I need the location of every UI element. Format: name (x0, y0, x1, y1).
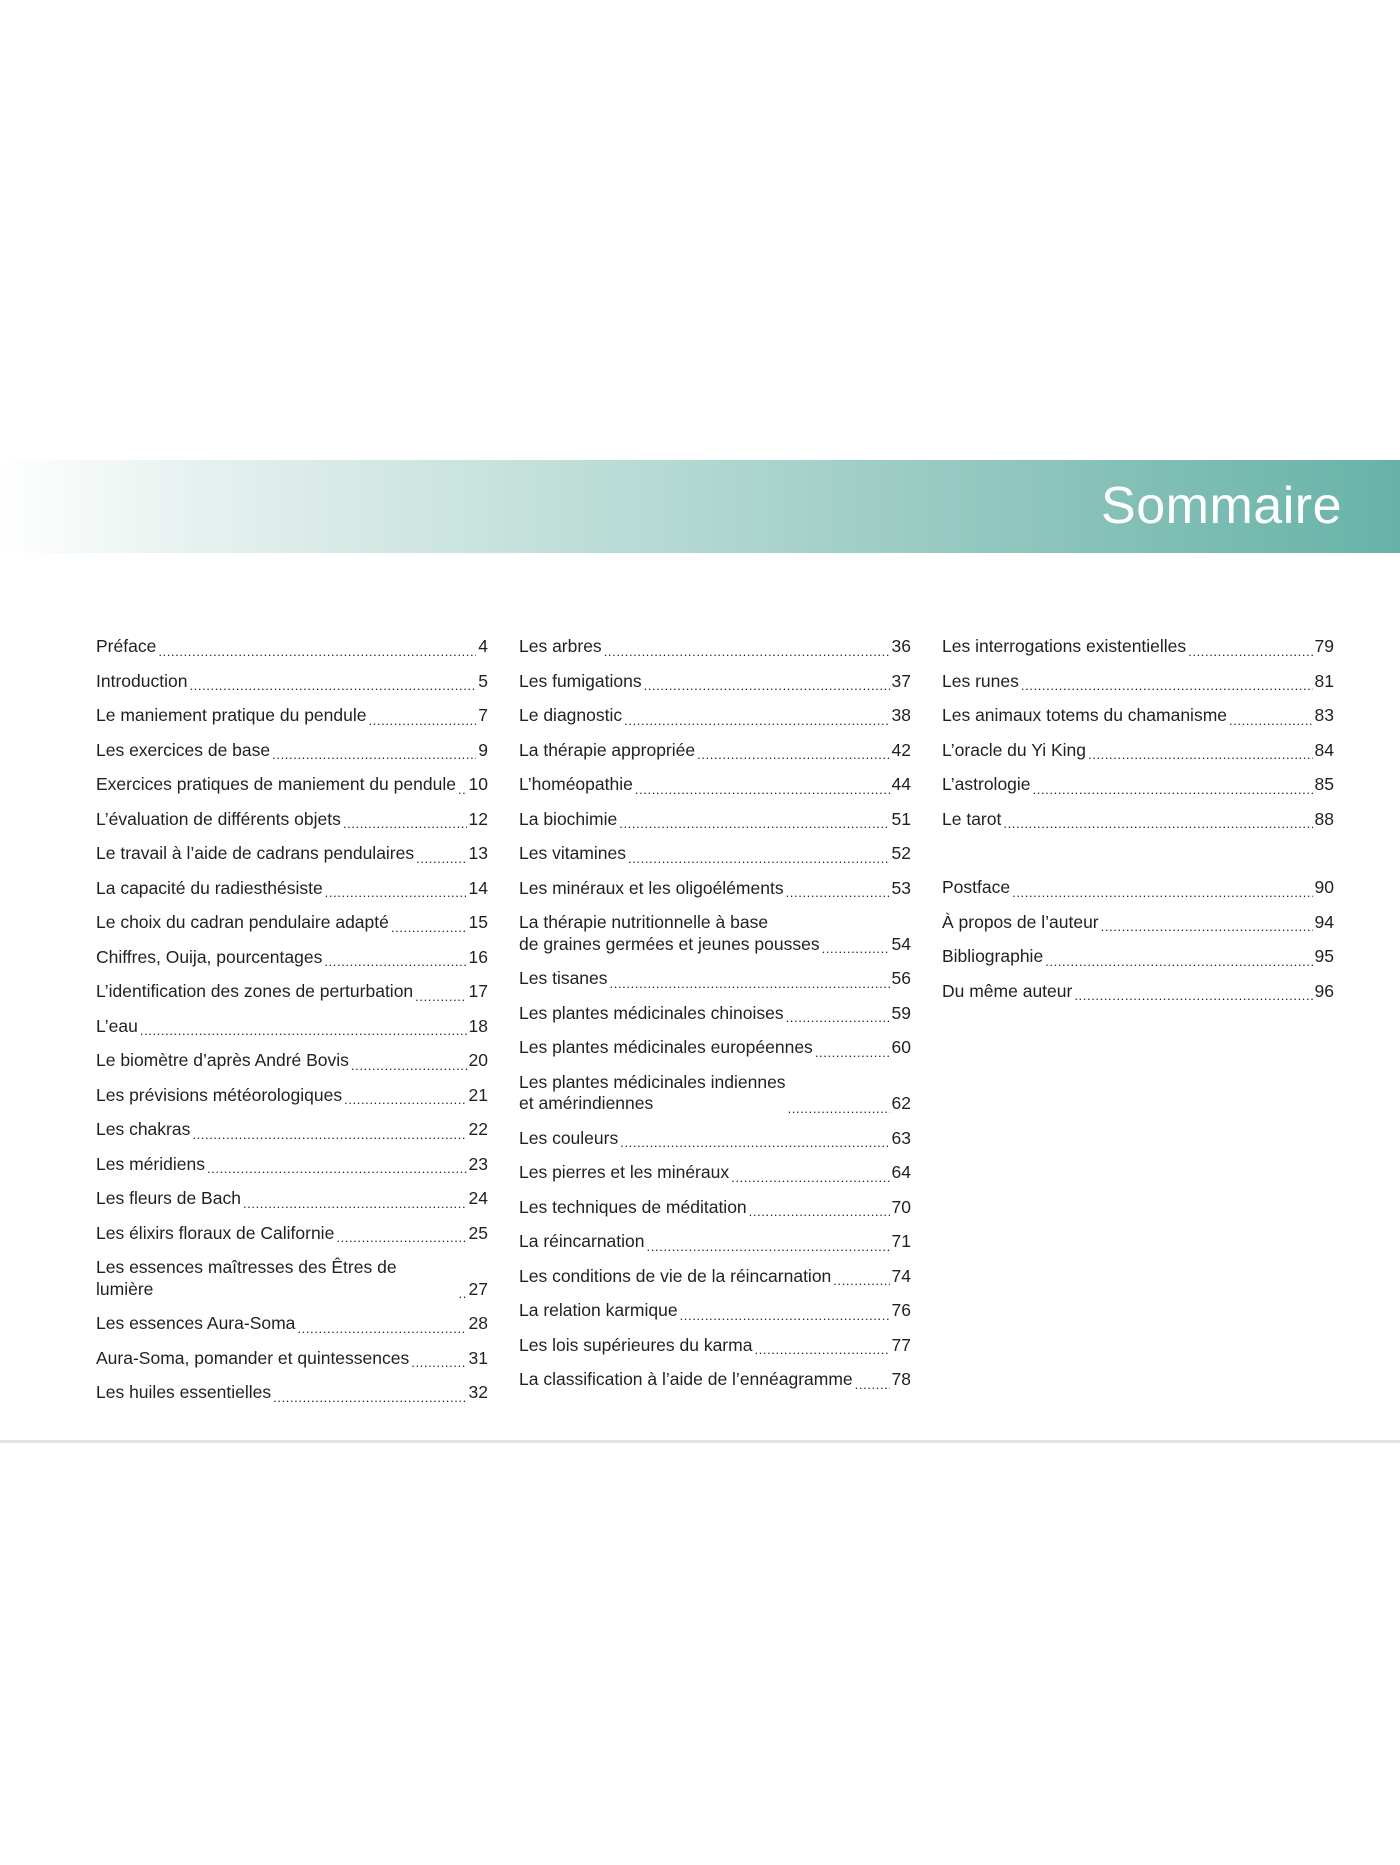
dot-leader (273, 1382, 466, 1404)
dot-leader (459, 1279, 467, 1301)
toc-entry[interactable] (96, 740, 488, 762)
toc-entry[interactable] (519, 968, 911, 990)
bottom-divider (0, 1440, 1400, 1443)
page-title: Sommaire (1101, 477, 1342, 535)
toc-entry-label: L’identification des zones de perturbation (96, 981, 414, 1001)
dot-leader (458, 774, 467, 796)
toc-entry[interactable] (96, 1085, 488, 1107)
dot-leader (391, 912, 467, 934)
toc-entry-page-number: 24 (468, 1188, 488, 1208)
toc-entry-page-number: 64 (891, 1162, 911, 1182)
toc-entry-label: La capacité du radiesthésiste (96, 877, 323, 898)
toc-entry-page-number: 36 (891, 636, 911, 656)
toc-entry-label: Les essences Aura-Soma (96, 1313, 296, 1333)
toc-entry-page-number: 44 (891, 774, 911, 794)
toc-entry-label: Les plantes médicinales indiennes et amérindiennes (519, 1071, 786, 1113)
toc-entry[interactable] (519, 843, 911, 865)
dot-leader (1021, 671, 1313, 693)
toc-entry[interactable] (96, 705, 488, 727)
toc-entry-label: Les essences maîtresses des Êtres de lumière (96, 1257, 397, 1299)
toc-entry[interactable] (96, 981, 488, 1003)
toc-entry[interactable] (942, 877, 1334, 899)
toc-entry[interactable] (519, 1037, 911, 1059)
dot-leader (644, 671, 890, 693)
dot-leader (1012, 877, 1312, 899)
toc-entry[interactable] (519, 809, 911, 831)
toc-entry-label: L’évaluation de différents objets (96, 808, 341, 829)
toc-entry-label: Préface (96, 636, 157, 656)
toc-entry-label: Introduction (96, 670, 188, 691)
dot-leader (325, 878, 467, 900)
dot-leader (604, 636, 890, 658)
dot-leader (1088, 740, 1313, 762)
toc-column-3 (942, 636, 1334, 1015)
toc-entry-page-number: 88 (1314, 808, 1334, 829)
toc-entry-page-number: 60 (891, 1037, 911, 1057)
dot-leader (192, 1119, 466, 1141)
toc-entry[interactable] (942, 705, 1334, 727)
dot-leader (788, 1093, 890, 1115)
toc-entry-label: Les chakras (96, 1119, 191, 1139)
toc-entry-label: La thérapie nutritionnelle à base de graines germées et jeunes pousses (519, 912, 820, 954)
toc-entry-label: Chiffres, Ouija, pourcentages (96, 946, 323, 967)
toc-entry-label: Postface (942, 877, 1011, 897)
toc-entry-page-number: 32 (468, 1382, 488, 1402)
toc-entry-page-number: 4 (478, 636, 488, 656)
toc-entry-page-number: 10 (468, 774, 488, 794)
toc-entry-page-number: 83 (1314, 705, 1334, 725)
dot-leader (344, 1085, 466, 1107)
toc-entry-page-number: 17 (468, 981, 488, 1001)
toc-entry-page-number: 85 (1314, 774, 1334, 794)
toc-entry-label: L’homéopathie (519, 774, 633, 794)
toc-column-1 (96, 636, 488, 1417)
toc-entry[interactable] (96, 1119, 488, 1141)
dot-leader (815, 1037, 890, 1059)
toc-entry-page-number: 21 (468, 1084, 488, 1105)
toc-entry-page-number: 28 (468, 1313, 488, 1333)
toc-entry[interactable] (519, 705, 911, 727)
toc-column-2 (519, 636, 911, 1404)
dot-leader (1003, 809, 1312, 831)
toc-entry[interactable] (942, 740, 1334, 762)
toc-entry-page-number: 63 (891, 1127, 911, 1148)
toc-entry-page-number: 9 (478, 739, 488, 760)
toc-entry[interactable] (96, 1382, 488, 1404)
toc-entry-label: Les fumigations (519, 670, 642, 691)
dot-leader (620, 1128, 889, 1150)
dot-leader (411, 1348, 466, 1370)
toc-entry[interactable] (96, 809, 488, 831)
dot-leader (1188, 636, 1312, 658)
dot-leader (297, 1313, 466, 1335)
toc-entry-page-number: 13 (468, 843, 488, 863)
dot-leader (786, 1003, 890, 1025)
toc-entry-page-number: 22 (468, 1119, 488, 1139)
toc-entry[interactable] (519, 636, 911, 658)
toc-entry-page-number: 95 (1314, 946, 1334, 966)
toc-entry-page-number: 18 (468, 1015, 488, 1036)
toc-entry-page-number: 76 (891, 1300, 911, 1320)
toc-entry-label: Les plantes médicinales européennes (519, 1037, 813, 1057)
dot-leader (1101, 912, 1313, 934)
toc-entry-page-number: 42 (891, 739, 911, 760)
toc-entry-page-number: 70 (891, 1196, 911, 1217)
toc-entry-page-number: 15 (468, 912, 488, 932)
toc-entry[interactable] (942, 912, 1334, 934)
toc-entry[interactable] (519, 1266, 911, 1288)
toc-entry-label: La classification à l’aide de l’ennéagramme (519, 1369, 853, 1389)
dot-leader (1045, 946, 1312, 968)
toc-entry[interactable] (519, 774, 911, 796)
toc-entry-label: L’eau (96, 1015, 138, 1036)
toc-entry[interactable] (96, 1348, 488, 1370)
toc-entry[interactable] (942, 671, 1334, 693)
dot-leader (368, 705, 476, 727)
toc-entry[interactable] (519, 1128, 911, 1150)
dot-leader (140, 1016, 467, 1038)
dot-leader (628, 843, 890, 865)
dot-leader (336, 1223, 466, 1245)
dot-leader (416, 843, 466, 865)
toc-entry-label: À propos de l’auteur (942, 911, 1099, 932)
toc-entry-page-number: 59 (891, 1002, 911, 1023)
dot-leader (855, 1369, 890, 1391)
toc-entry[interactable] (519, 1072, 911, 1115)
toc-entry[interactable] (519, 1369, 911, 1391)
toc-entry-label: Les tisanes (519, 968, 608, 988)
dot-leader (833, 1266, 889, 1288)
toc-entry-page-number: 90 (1314, 877, 1334, 897)
dot-leader (731, 1162, 889, 1184)
toc-entry-page-number: 78 (891, 1369, 911, 1389)
toc-entry-label: Les couleurs (519, 1127, 619, 1148)
toc-entry[interactable] (96, 843, 488, 865)
toc-entry-label: L’astrologie (942, 774, 1031, 794)
dot-leader (822, 934, 890, 956)
toc-entry[interactable] (519, 1162, 911, 1184)
dot-leader (754, 1335, 889, 1357)
toc-entry[interactable] (96, 774, 488, 796)
toc-entry[interactable] (96, 1188, 488, 1210)
dot-leader (786, 878, 890, 900)
toc-entry-label: Les animaux totems du chamanisme (942, 705, 1227, 725)
dot-leader (1074, 981, 1312, 1003)
dot-leader (272, 740, 476, 762)
toc-entry-page-number: 25 (468, 1222, 488, 1243)
toc-entry-label: La thérapie appropriée (519, 739, 696, 760)
toc-entry-page-number: 53 (891, 877, 911, 898)
toc-entry-label: Les interrogations existentielles (942, 636, 1187, 656)
toc-entry-page-number: 62 (891, 1093, 911, 1113)
toc-entry-label: Les exercices de base (96, 739, 271, 760)
toc-entry-label: La réincarnation (519, 1231, 645, 1251)
toc-entry[interactable] (96, 912, 488, 934)
toc-entry-label: Le biomètre d’après André Bovis (96, 1050, 349, 1070)
dot-leader (243, 1188, 467, 1210)
toc-entry-page-number: 54 (891, 933, 911, 954)
toc-entry-page-number: 71 (891, 1231, 911, 1251)
toc-entry[interactable] (519, 740, 911, 762)
toc-entry[interactable] (96, 1313, 488, 1335)
toc-entry[interactable] (96, 671, 488, 693)
toc-entry-page-number: 81 (1314, 670, 1334, 691)
title-band (0, 460, 1400, 553)
toc-entry-label: Le diagnostic (519, 705, 623, 725)
dot-leader (610, 968, 890, 990)
toc-entry-label: Les minéraux et les oligoéléments (519, 877, 784, 898)
dot-leader (619, 809, 889, 831)
dot-leader (647, 1231, 890, 1253)
toc-entry[interactable] (519, 1335, 911, 1357)
toc-entry-label: Le maniement pratique du pendule (96, 705, 367, 725)
toc-entry[interactable] (942, 981, 1334, 1003)
toc-entry-label: Les pierres et les minéraux (519, 1162, 730, 1182)
toc-entry-label: La biochimie (519, 808, 618, 829)
toc-entry-page-number: 37 (891, 670, 911, 691)
toc-entry[interactable] (942, 809, 1334, 831)
toc-entry-label: Exercices pratiques de maniement du pendule (96, 774, 456, 794)
toc-entry-page-number: 14 (468, 877, 488, 898)
dot-leader (1229, 705, 1313, 727)
toc-entry-page-number: 77 (891, 1334, 911, 1355)
dot-leader (324, 947, 466, 969)
toc-entry[interactable] (96, 1016, 488, 1038)
dot-leader (189, 671, 476, 693)
dot-leader (680, 1300, 890, 1322)
dot-leader (158, 636, 476, 658)
toc-entry-page-number: 84 (1314, 739, 1334, 760)
dot-leader (635, 774, 890, 796)
toc-column-3-group-1 (942, 636, 1334, 830)
dot-leader (415, 981, 466, 1003)
toc-entry[interactable] (942, 946, 1334, 968)
toc-entry-page-number: 7 (478, 705, 488, 725)
dot-leader (343, 809, 467, 831)
toc-entry-label: Le tarot (942, 808, 1002, 829)
toc-entry[interactable] (942, 774, 1334, 796)
toc-entry[interactable] (519, 878, 911, 900)
toc-entry-label: Le travail à l’aide de cadrans pendulaires (96, 843, 415, 863)
toc-entry-label: Du même auteur (942, 980, 1073, 1001)
toc-entry-page-number: 16 (468, 946, 488, 967)
toc-entry[interactable] (96, 636, 488, 658)
toc-entry-page-number: 20 (468, 1050, 488, 1070)
toc-entry[interactable] (96, 1050, 488, 1072)
toc-entry[interactable] (96, 947, 488, 969)
toc-entry-label: Les lois supérieures du karma (519, 1334, 753, 1355)
toc-entry[interactable] (519, 1231, 911, 1253)
toc-entry[interactable] (96, 1257, 488, 1300)
toc-entry-label: Les plantes médicinales chinoises (519, 1002, 784, 1023)
toc-entry[interactable] (519, 671, 911, 693)
dot-leader (749, 1197, 890, 1219)
toc-entry[interactable] (519, 1003, 911, 1025)
dot-leader (207, 1154, 467, 1176)
dot-leader (1033, 774, 1313, 796)
toc-entry[interactable] (96, 1154, 488, 1176)
toc-entry[interactable] (96, 1223, 488, 1245)
toc-entry-page-number: 31 (468, 1347, 488, 1368)
toc-entry-page-number: 94 (1314, 911, 1334, 932)
dot-leader (697, 740, 889, 762)
toc-entry-label: Les conditions de vie de la réincarnation (519, 1265, 832, 1286)
toc-entry-page-number: 12 (468, 808, 488, 829)
toc-entry-page-number: 96 (1314, 980, 1334, 1001)
toc-entry[interactable] (519, 1197, 911, 1219)
toc-entry-page-number: 38 (891, 705, 911, 725)
toc-entry-page-number: 23 (468, 1153, 488, 1174)
toc-entry-label: Les huiles essentielles (96, 1382, 272, 1402)
toc-entry-label: Les méridiens (96, 1153, 205, 1174)
toc-entry-page-number: 52 (891, 843, 911, 863)
toc-entry[interactable] (96, 878, 488, 900)
toc-entry[interactable] (519, 1300, 911, 1322)
toc-entry-page-number: 5 (478, 670, 488, 691)
toc-entry-page-number: 51 (891, 808, 911, 829)
toc-entry-label: Les fleurs de Bach (96, 1188, 241, 1208)
toc-entry-page-number: 27 (468, 1278, 488, 1299)
toc-entry-label: La relation karmique (519, 1300, 678, 1320)
toc-entry-label: Bibliographie (942, 946, 1044, 966)
toc-column-3-group-2 (942, 877, 1334, 1002)
toc-group-gap (942, 843, 1334, 877)
toc-entry-label: Les vitamines (519, 843, 626, 863)
toc-entry-label: Les prévisions météorologiques (96, 1084, 343, 1105)
dot-leader (351, 1050, 467, 1072)
toc-entry-page-number: 56 (891, 968, 911, 988)
toc-entry-label: L’oracle du Yi King (942, 739, 1086, 760)
toc-entry[interactable] (519, 912, 911, 955)
toc-entry-label: Le choix du cadran pendulaire adapté (96, 912, 389, 932)
toc-entry-label: Les techniques de méditation (519, 1196, 747, 1217)
toc-entry-label: Les runes (942, 670, 1019, 691)
toc-entry[interactable] (942, 636, 1334, 658)
toc-entry-page-number: 79 (1314, 636, 1334, 656)
toc-entry-label: Aura-Soma, pomander et quintessences (96, 1347, 410, 1368)
toc-entry-label: Les arbres (519, 636, 602, 656)
dot-leader (624, 705, 889, 727)
toc-entry-page-number: 74 (891, 1265, 911, 1286)
toc-entry-label: Les élixirs floraux de Californie (96, 1222, 335, 1243)
